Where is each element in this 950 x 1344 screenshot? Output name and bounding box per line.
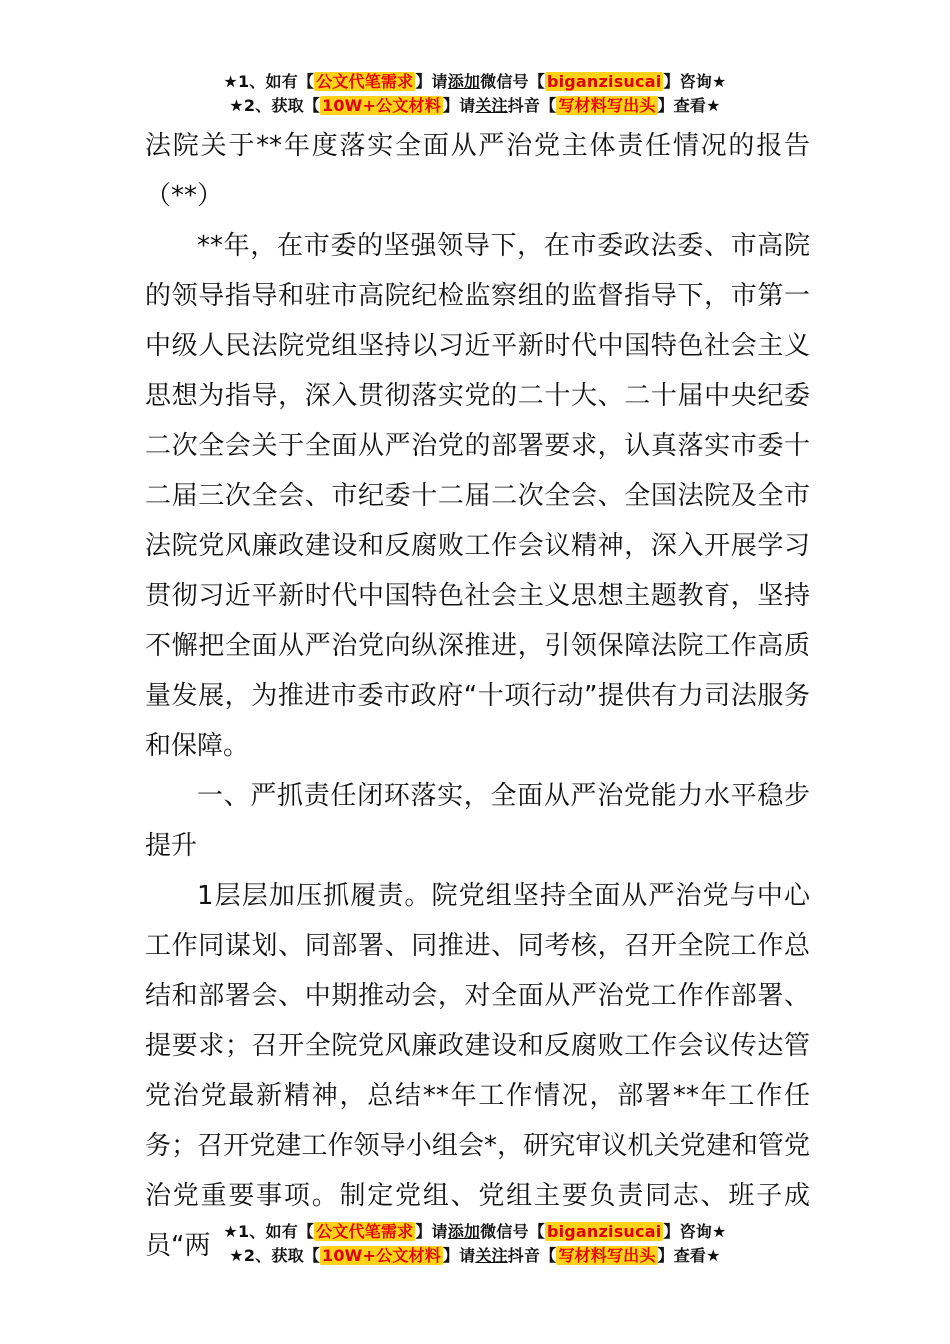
banner-line-2	[0, 94, 950, 118]
banner-text: ★2、获取【	[229, 96, 320, 115]
banner-text: 抖音【	[507, 1246, 557, 1265]
banner-line-1	[0, 1220, 950, 1244]
banner-highlight: 10W+公文材料	[321, 1246, 441, 1265]
footer-banner	[0, 1220, 950, 1268]
banner-wechat-id: biganzisucai	[546, 1222, 662, 1241]
banner-text: 】请	[442, 96, 476, 115]
banner-text: 】请	[415, 1222, 448, 1241]
paragraph: **年，在市委的坚强领导下，在市委政法委、市高院的领导指导和驻市高院纪检监察组的监督指导下，市第一中级人民法院党组坚持以习近平新时代中国特色社会主义思想为指导，深入贯彻落实党的二十大、二十届中央纪委二次全会关于全面从严治党的部署要求，认真落实市委十二届三次全会、市纪委十二届二次全会、全国法院及全市法院党风廉政建设和反腐败工作会议精神，深入开展学习贯彻习近平新时代中国特色社会主义思想主题教育，坚持不懈把全面从严治党向纵深推进，引领保障法院工作高质量发展，为推进市委市政府“十项行动”提供有力司法服务和保障。	[145, 231, 810, 761]
banner-underlined-text: 关注	[475, 1246, 508, 1265]
banner-line-1	[0, 70, 950, 94]
banner-text: ★1、如有【	[223, 72, 315, 91]
banner-text: 】请	[442, 1246, 476, 1265]
paragraph: 1层层加压抓履责。院党组坚持全面从严治党与中心工作同谋划、同部署、同推进、同考核，召开全院工作总结和部署会、中期推动会，对全面从严治党工作作部署、提要求；召开全院党风廉政建设和反腐败工作会议传达管党治党最新精神，总结**年工作情况，部署**年工作任务；召开党建工作领导小组会*，研究审议机关党建和管党治党重要事项。制定党组、党组主要负责同志、班子成员“两	[145, 881, 810, 1261]
banner-text: 】查看★	[657, 1246, 721, 1265]
banner-text: ★1、如有【	[223, 1222, 315, 1241]
banner-underlined-text: 添加	[447, 72, 481, 91]
banner-underlined-text: 添加	[447, 1222, 481, 1241]
banner-underlined-text: 关注	[475, 96, 508, 115]
banner-text: 】查看★	[657, 96, 721, 115]
banner-text: 微信号【	[480, 1222, 545, 1241]
banner-text: 】咨询★	[663, 1222, 727, 1241]
banner-text: 抖音【	[507, 96, 557, 115]
banner-douyin-id: 写材料写出头	[558, 1246, 656, 1265]
banner-text: 微信号【	[480, 72, 545, 91]
banner-highlight: 公文代笔需求	[316, 1222, 414, 1241]
document-title: 法院关于**年度落实全面从严治党主体责任情况的报告（**）	[145, 131, 810, 211]
banner-highlight: 10W+公文材料	[321, 96, 441, 115]
banner-text: 】请	[415, 72, 448, 91]
banner-text: 】咨询★	[663, 72, 727, 91]
banner-douyin-id: 写材料写出头	[558, 96, 656, 115]
header-banner	[0, 70, 950, 118]
section-heading: 一、严抓责任闭环落实，全面从严治党能力水平稳步提升	[145, 781, 810, 861]
banner-text: ★2、获取【	[229, 1246, 320, 1265]
banner-wechat-id: biganzisucai	[546, 72, 662, 91]
document-body	[145, 121, 810, 1271]
banner-highlight: 公文代笔需求	[316, 72, 414, 91]
banner-line-2	[0, 1244, 950, 1268]
